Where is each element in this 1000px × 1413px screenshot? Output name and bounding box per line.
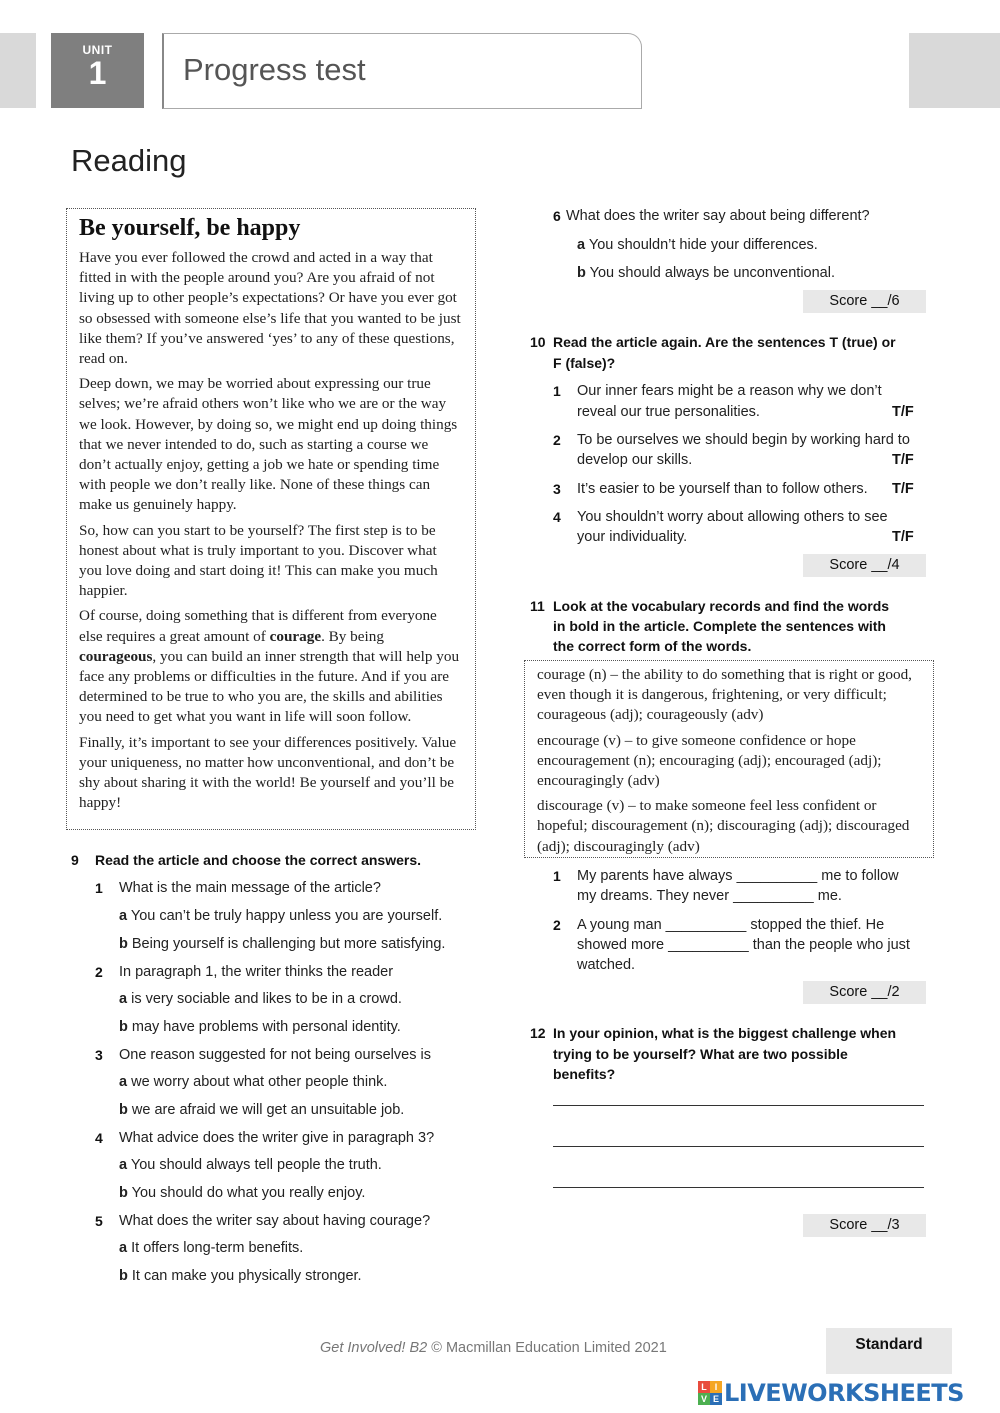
q9-item-1-question: What is the main message of the article?	[119, 880, 381, 896]
unit-label: UNIT	[82, 43, 113, 57]
q10-score: Score __/4	[803, 554, 926, 577]
q10-instruction-line-2: F (false)?	[553, 355, 616, 371]
q9-item-2-question: In paragraph 1, the writer thinks the reader	[119, 964, 394, 980]
q9-item-4-option-a[interactable]: a You should always tell people the truth.	[119, 1157, 382, 1173]
bold-word-courage: courage	[269, 627, 322, 645]
q12-number: 12	[530, 1025, 546, 1041]
q12-score: Score __/3	[803, 1214, 926, 1237]
q10-item-4-number: 4	[553, 509, 561, 525]
q9-item-1-option-a[interactable]: a You can’t be truly happy unless you are yourself.	[119, 908, 443, 924]
q9-item-4-option-b[interactable]: b You should do what you really enjoy.	[119, 1185, 366, 1201]
footer-copyright	[320, 1340, 667, 1356]
q9-number: 9	[71, 852, 79, 868]
vocab-entry-discourage: discourage (v) – to make someone feel less confident or hopeful; discouragement (n); discouraging (adj); discouraged (adj); discouragingly (adv)	[537, 797, 910, 855]
q12-instruction-line-1: In your opinion, what is the biggest challenge when	[553, 1025, 897, 1041]
q12-instruction-line-2: trying to be yourself? What are two possible	[553, 1046, 848, 1062]
q10-item-4-line-1: You shouldn’t worry about allowing others to see	[577, 509, 888, 525]
q9-item-2-option-b[interactable]: b may have problems with personal identity.	[119, 1019, 401, 1035]
q9-item-5-option-b[interactable]: b It can make you physically stronger.	[119, 1268, 362, 1284]
footer-book-title: Get Involved! B2	[320, 1340, 428, 1356]
q11-item-1-line-2[interactable]: my dreams. They never __________ me.	[577, 888, 842, 904]
q11-instruction-line-2: in bold in the article. Complete the sentences with	[553, 618, 886, 634]
article-paragraph-2: Deep down, we may be worried about expressing our true selves; we’re afraid others won’t like who we are or the way we look. However, by doing so, we might end up doing things that we never intended to do, such as starting a course we don’t actually enjoy, getting a job we hate or spending time with people we don’t really like. None of these things can make us genuinely happy.	[79, 375, 458, 514]
q9-item-5-number: 5	[95, 1213, 103, 1229]
q9-item-2-option-a[interactable]: a is very sociable and likes to be in a crowd.	[119, 991, 402, 1007]
q11-item-2-line-2[interactable]: showed more __________ than the people who just	[577, 937, 910, 953]
q9-score: Score __/6	[803, 290, 926, 313]
q9-item-5-option-a[interactable]: a It offers long-term benefits.	[119, 1240, 304, 1256]
q11-item-2-line-1[interactable]: A young man __________ stopped the thief. He	[577, 917, 885, 933]
q11-item-2-line-3: watched.	[577, 957, 636, 973]
q10-item-1-line-2: reveal our true personalities.	[577, 404, 760, 420]
unit-badge	[51, 33, 144, 108]
article-box	[66, 208, 476, 830]
p4-part-e: , you can build an inner strength that will help you face any problems or difficulties in the future. And if you are determined to be true to who you are, the skills and abilities you need to get what you want in life will soon follow.	[79, 647, 460, 726]
page-title: Progress test	[183, 52, 366, 87]
q9-item-2-number: 2	[95, 964, 103, 980]
q10-item-2-line-2: develop our skills.	[577, 452, 693, 468]
article-paragraph-4	[79, 606, 463, 727]
q12-answer-line-2[interactable]	[553, 1146, 924, 1147]
q9-item-6-option-a[interactable]: a You shouldn’t hide your differences.	[577, 237, 818, 253]
q9-item-3-question: One reason suggested for not being ourselves is	[119, 1047, 431, 1063]
vocabulary-box	[524, 660, 934, 858]
liveworksheets-icon: L I V E	[698, 1381, 722, 1405]
q10-item-3-line-1: It’s easier to be yourself than to follow others.	[577, 481, 868, 497]
q11-score: Score __/2	[803, 981, 926, 1004]
article-paragraph-1: Have you ever followed the crowd and acted in a way that fitted in with the people around you? Are you afraid of not living up to other people’s expectations? Or have you ever got so obsessed with someone else’s life that you wanted to be just like them? If you’ve answered ‘yes’ to any of these questions, read on.	[79, 249, 461, 368]
q10-item-2-tf[interactable]: T/F	[892, 452, 914, 468]
bold-word-courageous: courageous	[79, 647, 153, 665]
q10-number: 10	[530, 334, 546, 350]
liveworksheets-logo	[698, 1378, 964, 1408]
article-paragraph-5: Finally, it’s important to see your differences positively. Value your uniqueness, no matter how unconventional, and don’t be shy about sharing it with the world! Be yourself and you’ll be happy!	[79, 733, 457, 812]
p4-part-c: . By being	[321, 627, 384, 645]
q11-item-2-number: 2	[553, 917, 561, 933]
q9-item-3-option-a[interactable]: a we worry about what other people think.	[119, 1074, 388, 1090]
q11-number: 11	[530, 598, 545, 614]
footer-copyright-text: © Macmillan Education Limited 2021	[427, 1340, 667, 1356]
q9-item-4-number: 4	[95, 1130, 103, 1146]
q10-item-3-number: 3	[553, 481, 561, 497]
vocab-entry-encourage: encourage (v) – to give someone confidence or hope encouragement (n); encouraging (adj); encouraged (adj); encouragingly (adv)	[537, 731, 882, 790]
q10-item-1-line-1: Our inner fears might be a reason why we don’t	[577, 383, 882, 399]
liveworksheets-wordmark: LIVEWORKSHEETS	[724, 1379, 964, 1407]
header-left-tab	[0, 33, 36, 108]
q9-item-5-question: What does the writer say about having courage?	[119, 1213, 431, 1229]
q12-instruction-line-3: benefits?	[553, 1066, 616, 1082]
q9-instruction: Read the article and choose the correct answers.	[95, 852, 422, 868]
header-right-tab	[909, 33, 1000, 108]
q10-item-4-line-2: your individuality.	[577, 529, 688, 545]
article-title: Be yourself, be happy	[79, 215, 301, 241]
q9-item-1-option-b[interactable]: b Being yourself is challenging but more satisfying.	[119, 936, 446, 952]
q9-item-3-number: 3	[95, 1047, 103, 1063]
q9-item-6-number: 6	[553, 208, 561, 224]
p4-part-a: Of course, doing something that is different from everyone else requires a great amount of	[79, 607, 437, 645]
q12-answer-line-1[interactable]	[553, 1105, 924, 1106]
vocab-entry-courage: courage (n) – the ability to do something that is right or good, even though it is dangerous, frightening, or very difficult; courageous (adj); courageously (adv)	[537, 666, 912, 724]
q11-instruction-line-3: the correct form of the words.	[553, 638, 752, 654]
q9-item-1-number: 1	[95, 880, 103, 896]
q10-item-1-number: 1	[553, 383, 561, 399]
level-badge: Standard	[826, 1328, 952, 1374]
q9-item-6-question: What does the writer say about being different?	[566, 208, 870, 224]
q9-item-3-option-b[interactable]: b we are afraid we will get an unsuitable job.	[119, 1102, 405, 1118]
q11-item-1-number: 1	[553, 868, 561, 884]
article-paragraph-3: So, how can you start to be yourself? The first step is to be honest about what is truly important to you. Discover what you love doing and start doing it! This can make you much happier.	[79, 521, 438, 600]
q11-instruction-line-1: Look at the vocabulary records and find the words	[553, 598, 890, 614]
q10-item-2-number: 2	[553, 432, 561, 448]
q9-item-6-option-b[interactable]: b You should always be unconventional.	[577, 265, 835, 281]
section-title: Reading	[71, 143, 187, 178]
q9-item-4-question: What advice does the writer give in paragraph 3?	[119, 1130, 435, 1146]
unit-number: 1	[88, 55, 107, 91]
q10-item-4-tf[interactable]: T/F	[892, 529, 914, 545]
q10-item-2-line-1: To be ourselves we should begin by working hard to	[577, 432, 910, 448]
q12-answer-line-3[interactable]	[553, 1187, 924, 1188]
q10-item-3-tf[interactable]: T/F	[892, 481, 914, 497]
q10-item-1-tf[interactable]: T/F	[892, 404, 914, 420]
q10-instruction-line-1: Read the article again. Are the sentences T (true) or	[553, 334, 896, 350]
q11-item-1-line-1[interactable]: My parents have always __________ me to follow	[577, 868, 899, 884]
